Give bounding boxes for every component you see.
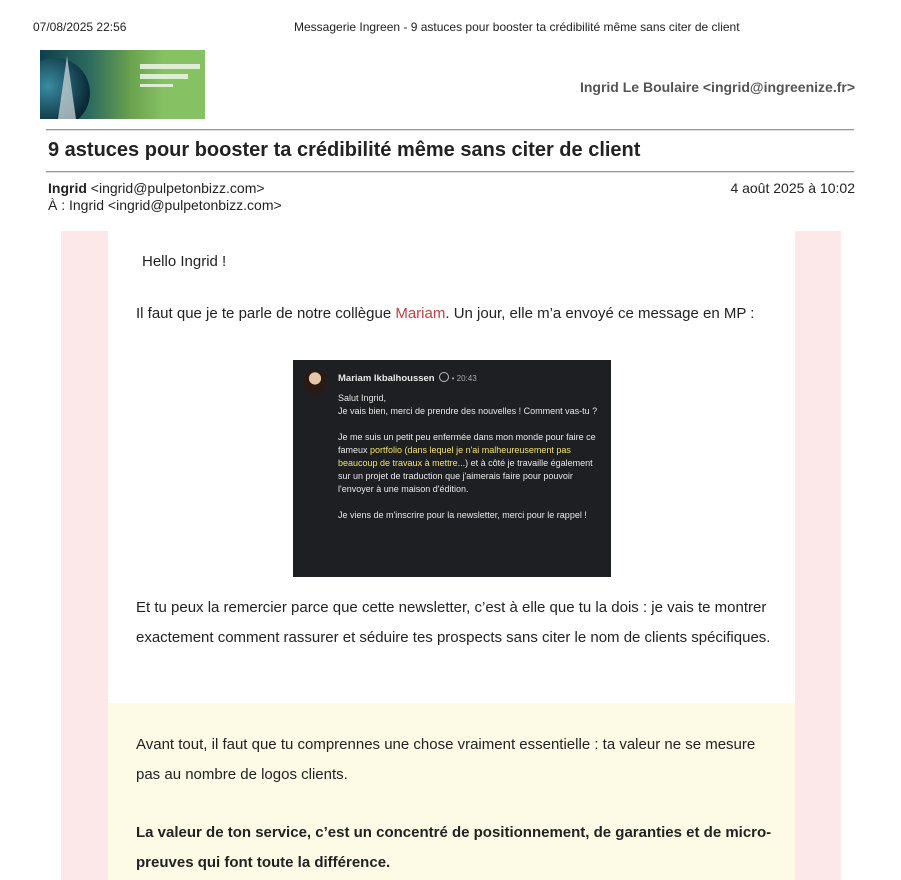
- mariam-mention: Mariam: [395, 305, 446, 322]
- print-title: Messagerie Ingreen - 9 astuces pour booster ta crédibilité même sans citer de client: [294, 20, 740, 34]
- highlighted-text: portfolio (dans lequel je n'ai malheureusement pas beaucoup de travaux à mettre...: [338, 445, 571, 468]
- divider: [46, 129, 854, 131]
- print-date: 07/08/2025 22:56: [33, 20, 127, 34]
- company-logo: [40, 50, 205, 119]
- screenshot-message: Salut Ingrid, Je vais bien, merci de prendre des nouvelles ! Comment vas-tu ? Je me suis un petit peu enfermée dans mon monde pour faire ce fameux portfolio (dans lequel je n'ai malheureusement pas beaucoup de travaux à mettre...) et à côté je travaille également sur un projet de traduction que j'aimerais faire pour pouvoir l'envoyer à une maison d'édition. Je viens de m'inscrire pour la newsletter, merci pour le rappel !: [338, 393, 598, 520]
- email-subject: 9 astuces pour booster ta crédibilité même sans citer de client: [48, 139, 641, 161]
- email-date: 4 août 2025 à 10:02: [730, 180, 855, 196]
- newsletter-paragraph: Et tu peux la remercier parce que cette newsletter, c’est à elle que tu la dois : je vais te montrer exactement comment rassurer et séduire tes prospects sans citer le nom de clients spécifiques.: [136, 599, 771, 646]
- message-screenshot: [293, 360, 611, 577]
- value-paragraph: Avant tout, il faut que tu comprennes une chose vraiment essentielle : ta valeur ne se mesure pas au nombre de logos clients.: [136, 736, 756, 783]
- intro-paragraph: Il faut que je te parle de notre collègue Mariam. Un jour, elle m’a envoyé ce message en MP :: [136, 305, 755, 322]
- verified-icon: [439, 372, 449, 382]
- greeting: Hello Ingrid !: [142, 253, 227, 270]
- email-meta: [48, 180, 282, 214]
- sender-address: <ingrid@pulpetonbizz.com>: [90, 180, 265, 196]
- sender-name: Ingrid: [48, 180, 87, 196]
- sender: [48, 180, 282, 197]
- value-statement: La valeur de ton service, c’est un concentré de positionnement, de garanties et de micro-preuves qui font toute la différence.: [136, 824, 772, 871]
- screenshot-author: Mariam Ikbalhoussen • 20:43: [338, 373, 477, 384]
- account-address: Ingrid Le Boulaire <ingrid@ingreenize.fr>: [579, 79, 855, 95]
- divider: [46, 171, 854, 173]
- recipient: À : Ingrid <ingrid@pulpetonbizz.com>: [48, 197, 282, 213]
- avatar: [303, 370, 327, 394]
- screenshot-time: • 20:43: [451, 374, 477, 383]
